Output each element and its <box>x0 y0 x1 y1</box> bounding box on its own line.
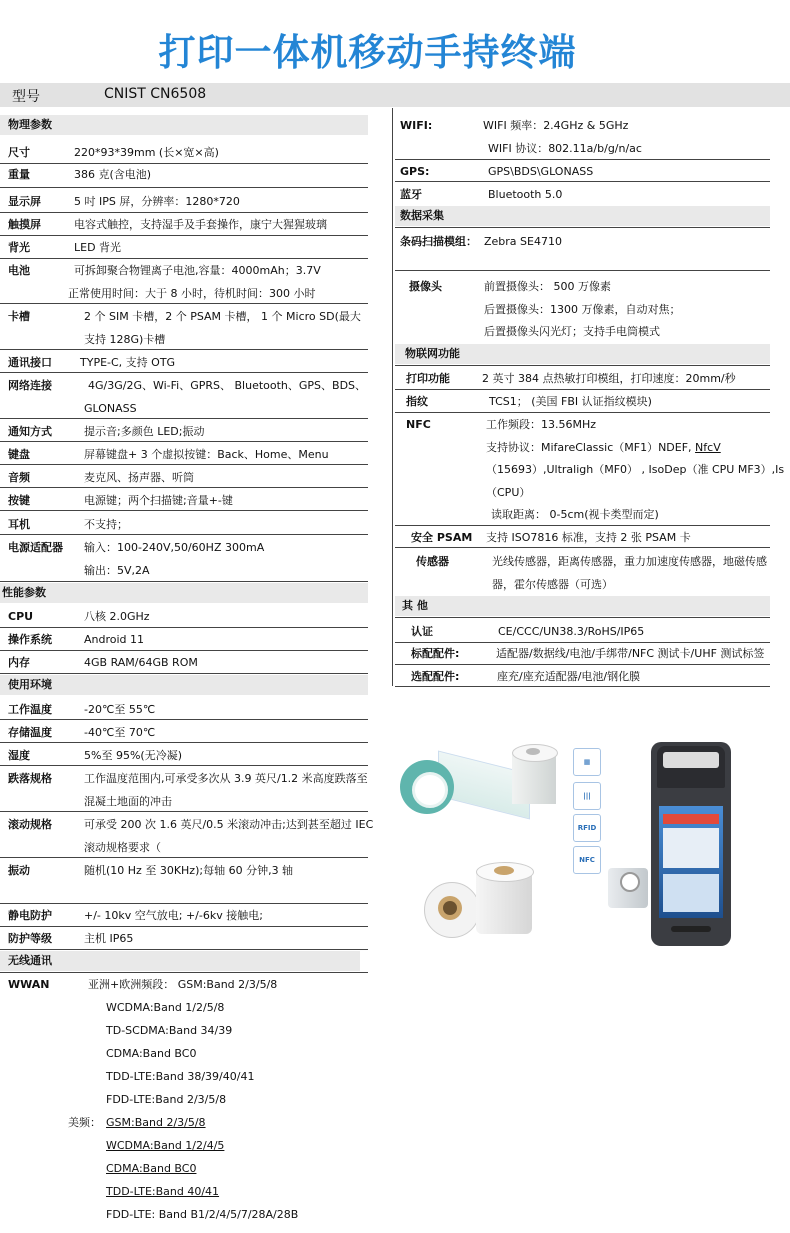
spec-value: 输入：100-240V,50/60HZ 300mA <box>84 541 265 554</box>
spec-value: 亚洲+欧洲频段： GSM:Band 2/3/5/8 <box>88 978 278 991</box>
spec-value: 后置摄像头闪光灯；支持手电筒模式 <box>484 325 660 338</box>
spec-value: 混凝土地面的冲击 <box>84 795 172 808</box>
spec-value: WIFI 频率：2.4GHz & 5GHz <box>483 119 629 132</box>
spec-value: 5%至 95%(无冷凝) <box>84 749 182 762</box>
spec-value: 支持协议：MifareClassic（MF1）NDEF, NfcV <box>486 441 721 454</box>
spec-label: 存储温度 <box>8 726 52 739</box>
spec-value: （15693）,Ultraligh（MF0） , IsoDep（准 CPU MF3）,Is <box>486 463 785 476</box>
spec-label: 选配配件: <box>411 670 460 683</box>
spec-value: 随机(10 Hz 至 30KHz);每轴 60 分钟,3 轴 <box>84 864 294 877</box>
spec-value: 220*93*39mm (长×宽×高) <box>74 146 219 159</box>
rfid-icon: RFID <box>573 814 601 842</box>
spec-value: 读取距离： 0-5cm(视卡类型而定) <box>491 508 659 521</box>
spec-label: 蓝牙 <box>400 188 422 201</box>
spec-label: 按键 <box>8 494 30 507</box>
spec-value: CDMA:Band BC0 <box>106 1162 197 1175</box>
barcode-icon: ||| <box>573 782 601 810</box>
spec-value: Android 11 <box>84 633 145 646</box>
spec-label: 防护等级 <box>8 932 52 945</box>
model-value: CNIST CN6508 <box>104 86 207 102</box>
spec-value: FDD-LTE: Band B1/2/4/5/7/28A/28B <box>106 1208 299 1221</box>
handheld-terminal-image <box>651 742 731 946</box>
spec-value: 滚动规格要求（ <box>84 841 161 854</box>
spec-value: 器，霍尔传感器（可选） <box>492 578 613 591</box>
spec-value: WIFI 协议：802.11a/b/g/n/ac <box>488 142 642 155</box>
spec-value: 2 个 SIM 卡槽，2 个 PSAM 卡槽， 1 个 Micro SD(最大 <box>84 310 361 323</box>
spec-label: 键盘 <box>8 448 30 461</box>
spec-value: -20℃至 55℃ <box>84 703 156 716</box>
spec-value: 可拆卸聚合物锂离子电池,容量：4000mAh；3.7V <box>74 264 321 277</box>
spec-label: 通知方式 <box>8 425 52 438</box>
small-paper-roll-image <box>608 862 648 912</box>
spec-value: 输出：5V,2A <box>84 564 150 577</box>
spec-label: 振动 <box>8 864 30 877</box>
qr-code-icon: ▦ <box>573 748 601 776</box>
spec-label: 重量 <box>8 168 30 181</box>
spec-value: TDD-LTE:Band 40/41 <box>106 1185 220 1198</box>
spec-value: 支持 ISO7816 标准，支持 2 张 PSAM 卡 <box>486 531 691 544</box>
section-other: 其 他 <box>395 596 770 616</box>
spec-label: 静电防护 <box>8 909 52 922</box>
spec-label: NFC <box>406 418 431 431</box>
spec-value: 电容式触控，支持湿手及手套操作，康宁大猩猩玻璃 <box>74 218 327 231</box>
spec-value: TD-SCDMA:Band 34/39 <box>106 1024 233 1037</box>
spec-label: 滚动规格 <box>8 818 52 831</box>
spec-label: 打印功能 <box>406 372 450 385</box>
spec-value: GSM:Band 2/3/5/8 <box>106 1116 206 1129</box>
spec-value: 提示音;多颜色 LED;振动 <box>84 425 205 438</box>
section-iot: 物联网功能 <box>395 344 770 364</box>
spec-value: 支持 128G)卡槽 <box>84 333 166 346</box>
spec-value: （CPU） <box>486 486 531 499</box>
spec-label: 跌落规格 <box>8 772 52 785</box>
spec-value: 5 吋 IPS 屏，分辨率：1280*720 <box>74 195 240 208</box>
spec-label: 背光 <box>8 241 30 254</box>
spec-value: 4G/3G/2G、Wi-Fi、GPRS、 Bluetooth、GPS、BDS、 <box>88 379 367 392</box>
spec-value: CE/CCC/UN38.3/RoHS/IP65 <box>498 625 645 638</box>
spec-value: 适配器/数据线/电池/手绑带/NFC 测试卡/UHF 测试标签 <box>496 647 765 660</box>
spec-value: 386 克(含电池) <box>74 168 152 181</box>
spec-value: Zebra SE4710 <box>484 235 562 248</box>
spec-value: 美频： <box>68 1116 101 1129</box>
spec-label: 认证 <box>411 625 433 638</box>
spec-label: 耳机 <box>8 518 30 531</box>
spec-label: 音频 <box>8 471 30 484</box>
spec-value: FDD-LTE:Band 2/3/5/8 <box>106 1093 227 1106</box>
spec-value: 光线传感器，距离传感器，重力加速度传感器，地磁传感 <box>492 555 767 568</box>
spec-label: 显示屏 <box>8 195 41 208</box>
spec-label: CPU <box>8 610 34 623</box>
model-label: 型号 <box>12 89 40 105</box>
spec-value: 工作温度范围内,可承受多次从 3.9 英尺/1.2 米高度跌落至 <box>84 772 368 785</box>
section-environment: 使用环境 <box>0 675 368 695</box>
spec-value: +/- 10kv 空气放电; +/-6kv 接触电; <box>84 909 263 922</box>
spec-label: 工作温度 <box>8 703 52 716</box>
spec-value: 电源键；两个扫描键;音量+-键 <box>84 494 233 507</box>
spec-label: 操作系统 <box>8 633 52 646</box>
spec-label: 摄像头 <box>409 280 442 293</box>
spec-label: 指纹 <box>406 395 428 408</box>
spec-value: TDD-LTE:Band 38/39/40/41 <box>106 1070 255 1083</box>
spec-value: TYPE-C, 支持 OTG <box>80 356 176 369</box>
spec-value: LED 背光 <box>74 241 122 254</box>
spec-value: 不支持； <box>84 518 128 531</box>
spec-label: 安全 PSAM <box>411 531 473 544</box>
spec-value: 麦克风、扬声器、听筒 <box>84 471 194 484</box>
spec-value: 八核 2.0GHz <box>84 610 150 623</box>
paper-roll-image <box>424 862 534 944</box>
spec-value: 工作频段：13.56MHz <box>486 418 597 431</box>
spec-value: 4GB RAM/64GB ROM <box>84 656 198 669</box>
spec-label: GPS: <box>400 165 430 178</box>
section-performance: 性能参数 <box>0 583 368 603</box>
spec-value: -40℃至 70℃ <box>84 726 156 739</box>
product-image <box>398 740 783 950</box>
spec-label: 湿度 <box>8 749 30 762</box>
spec-value: GLONASS <box>84 402 137 415</box>
page-title: 打印一体机移动手持终端 <box>158 31 577 74</box>
spec-value: TCS1； (美国 FBI 认证指纹模块) <box>489 395 652 408</box>
spec-value: 可承受 200 次 1.6 英尺/0.5 米滚动冲击;达到甚至超过 IEC <box>84 818 374 831</box>
section-physical: 物理参数 <box>0 115 368 135</box>
spec-value: 2 英寸 384 点热敏打印模组，打印速度：20mm/秒 <box>482 372 736 385</box>
spec-value: 后置摄像头：1300 万像素，自动对焦； <box>484 303 681 316</box>
spec-label: 电源适配器 <box>8 541 63 554</box>
spec-label: WIFI: <box>400 119 433 132</box>
spec-value: GPS\BDS\GLONASS <box>488 165 594 178</box>
spec-value: WCDMA:Band 1/2/4/5 <box>106 1139 225 1152</box>
spec-value: 正常使用时间：大于 8 小时，待机时间：300 小时 <box>68 287 316 300</box>
spec-label: WWAN <box>8 978 50 991</box>
spec-value: Bluetooth 5.0 <box>488 188 563 201</box>
spec-label: 通讯接口 <box>8 356 52 369</box>
nfc-icon: NFC <box>573 846 601 874</box>
spec-value: 座充/座充适配器/电池/钢化膜 <box>497 670 641 683</box>
spec-value: 前置摄像头： 500 万像素 <box>484 280 611 293</box>
spec-label: 条码扫描模组： <box>400 235 477 248</box>
section-wireless: 无线通讯 <box>0 951 360 971</box>
spec-value: CDMA:Band BC0 <box>106 1047 197 1060</box>
label-roll-image <box>398 746 528 826</box>
spec-label: 内存 <box>8 656 30 669</box>
section-data-capture: 数据采集 <box>395 206 770 226</box>
spec-label: 尺寸 <box>8 146 30 159</box>
spec-value: 主机 IP65 <box>84 932 134 945</box>
spec-value: 屏幕键盘+ 3 个虚拟按键：Back、Home、Menu <box>84 448 329 461</box>
spec-label: 标配配件: <box>411 647 460 660</box>
paper-roll-image <box>512 744 556 810</box>
spec-label: 网络连接 <box>8 379 52 392</box>
spec-label: 卡槽 <box>8 310 30 323</box>
spec-label: 传感器 <box>416 555 449 568</box>
spec-label: 电池 <box>8 264 30 277</box>
spec-value: WCDMA:Band 1/2/5/8 <box>106 1001 225 1014</box>
spec-label: 触摸屏 <box>8 218 41 231</box>
